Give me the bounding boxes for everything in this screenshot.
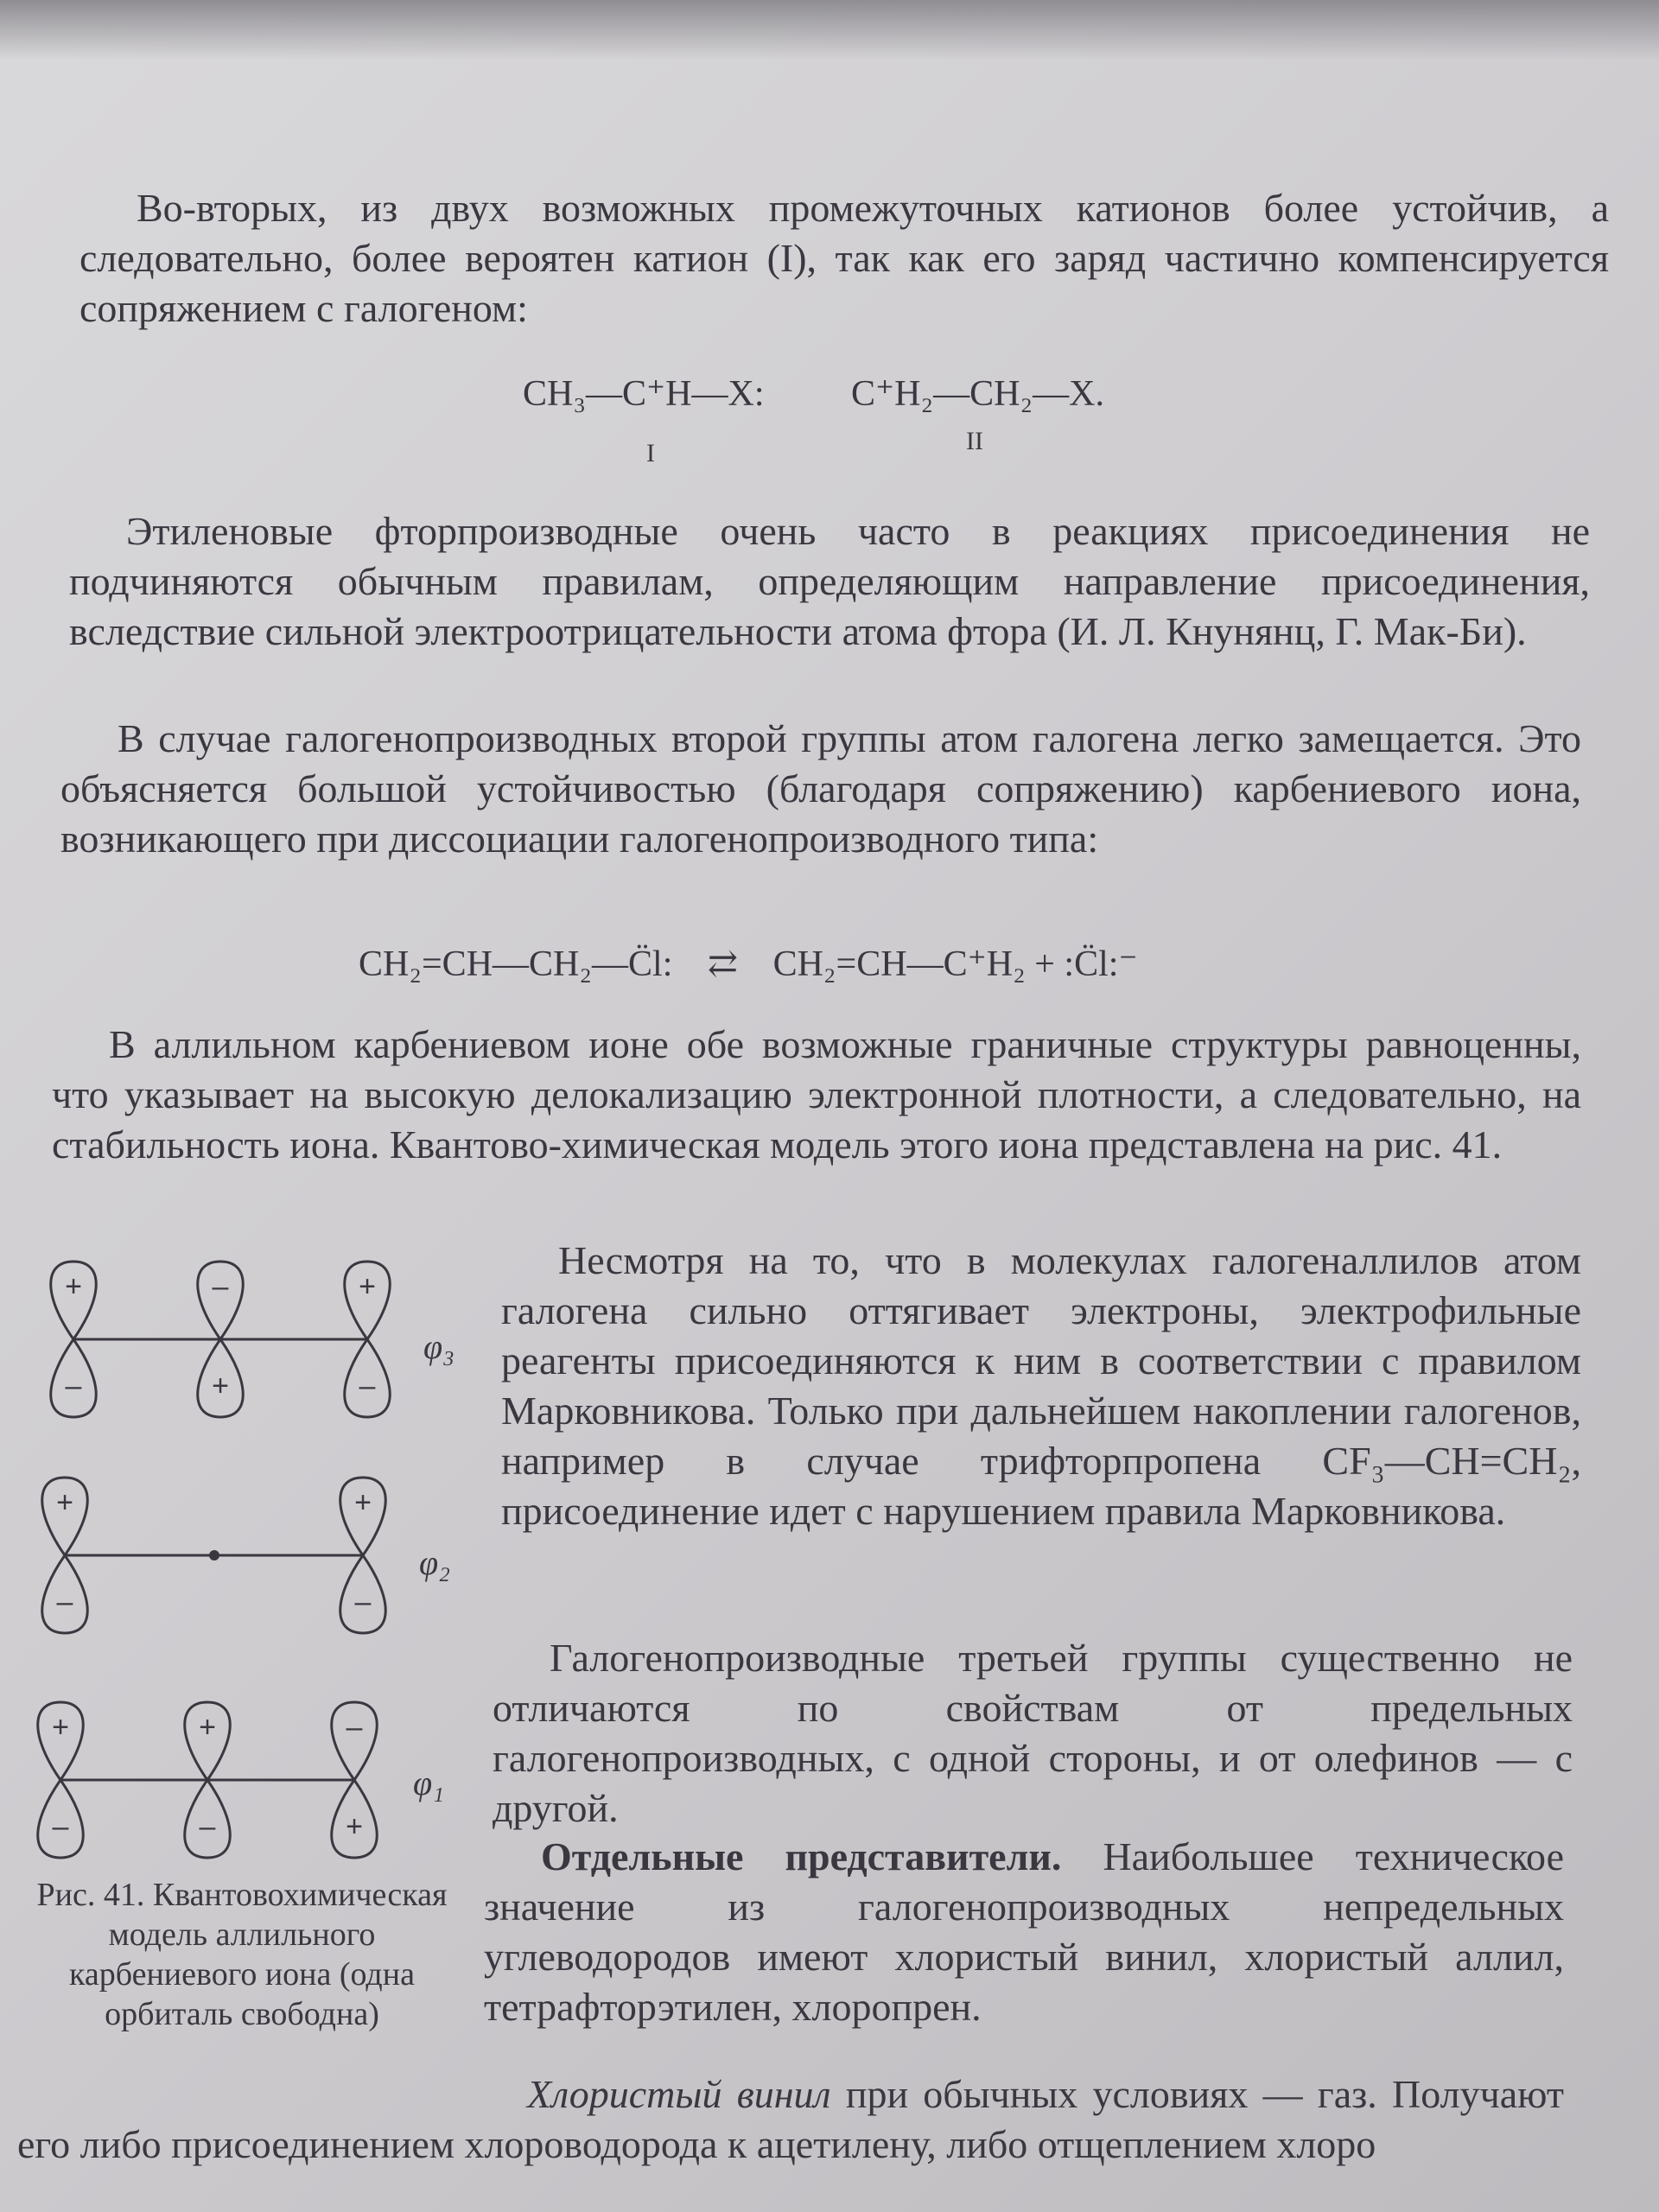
paragraph-7 (484, 1832, 1564, 2032)
phi-2-label: φ₂ (419, 1543, 451, 1582)
svg-text:+: + (212, 1370, 229, 1402)
section-heading: Отдельные представители. (541, 1834, 1062, 1878)
svg-text:+: + (65, 1270, 82, 1303)
formula-cations (523, 372, 765, 415)
svg-text:–: – (199, 1810, 216, 1843)
svg-text:–: – (359, 1370, 376, 1402)
paragraph-3-text: В случае галогенопроизводных второй группы атом галогена легко замещается. Это объясняется большой устойчивостью (благодаря сопряжению) карбениевого иона, возникающего при диссоциации галогенопроизводного типа: (60, 716, 1581, 861)
svg-text:+: + (359, 1270, 376, 1303)
paragraph-4-text: В аллильном карбениевом ионе обе возможные граничные структуры равноценны, что указывает на высокую делокализацию электронной плотности, а следовательно, на стабильность иона. Квантово-химическая модель этого иона представлена на рис. 41. (52, 1022, 1581, 1166)
paragraph-5 (501, 1236, 1581, 1536)
paragraph-5-text: Несмотря на то, что в молекулах галогеналлилов атом галогена сильно оттягивает электроны, электрофильные реагенты присоединяются к ним в соответствии с правилом Марковникова. Только при дальнейшем накоплении галогенов, например в случае трифторпропена CF₃—CH=CH₂, присоединение идет с нарушением правила Марковникова. (501, 1238, 1581, 1533)
svg-text:–: – (65, 1370, 82, 1402)
term-vinyl-chloride: Хлористый винил (527, 2072, 831, 2116)
cation-1: CH₃—C⁺H—X: (523, 374, 765, 414)
svg-text:–: – (52, 1810, 69, 1843)
phi-3-label: φ₃ (423, 1327, 455, 1366)
equilibrium-arrow-icon: ⇄ (707, 944, 739, 984)
paragraph-7-text: Наибольшее техническое значение из галогенопроизводных непредельных углеводородов имеют хлористый винил, хлористый аллил, тетрафторэтилен, хлоропрен. (484, 1834, 1564, 2029)
svg-text:+: + (199, 1711, 216, 1744)
cation-1-label: I (646, 439, 655, 467)
paragraph-1-text: Во-вторых, из двух возможных промежуточных катионов более устойчив, а следовательно, более вероятен катион (I), так как его заряд частично компенсируется сопряжением с галогеном: (79, 186, 1609, 330)
cation-2: C⁺H₂—CH₂—X. (851, 374, 1104, 414)
paragraph-3 (60, 714, 1581, 864)
paragraph-1 (79, 183, 1609, 334)
svg-text:+: + (56, 1486, 73, 1519)
page-top-shadow (0, 0, 1659, 60)
paragraph-6-text: Галогенопроизводные третьей группы существенно не отличаются по свойствам от предельных галогенопроизводных, с одной стороны, и от олефинов — с другой. (493, 1636, 1573, 1830)
cation-2-label: II (966, 427, 983, 455)
paragraph-8 (17, 2069, 1564, 2170)
formula-left: CH₂=CH—CH₂—C̈l: (359, 944, 673, 984)
svg-text:–: – (56, 1586, 73, 1618)
svg-text:+: + (52, 1711, 69, 1744)
paragraph-4 (52, 1020, 1581, 1170)
paragraph-2 (69, 506, 1590, 657)
formula-dissociation (359, 942, 1138, 985)
formula-right: CH₂=CH—C⁺H₂ + :C̈l:⁻ (772, 944, 1138, 984)
paragraph-2-text: Этиленовые фторпроизводные очень часто в реакциях присоединения не подчиняются обычным правилам, определяющим направление присоединения, вследствие сильной электроотрицательности атома фтора (И. Л. Кнунянц, Г. Мак-Би). (69, 509, 1590, 653)
figure-caption: Рис. 41. Квантовохимическая модель аллильного карбениевого иона (одна орбиталь свободна) (36, 1877, 448, 2032)
svg-text:+: + (354, 1486, 372, 1519)
svg-text:–: – (212, 1270, 229, 1303)
paragraph-8-text: при обычных условиях — газ. Получают его либо присоединением хлороводорода к ацетилену, либо отщеплением хлоро (17, 2072, 1564, 2166)
svg-text:+: + (346, 1810, 363, 1843)
svg-text:–: – (354, 1586, 372, 1618)
svg-text:–: – (346, 1711, 363, 1744)
paragraph-6 (493, 1633, 1573, 1834)
phi-1-label: φ₁ (413, 1764, 445, 1802)
